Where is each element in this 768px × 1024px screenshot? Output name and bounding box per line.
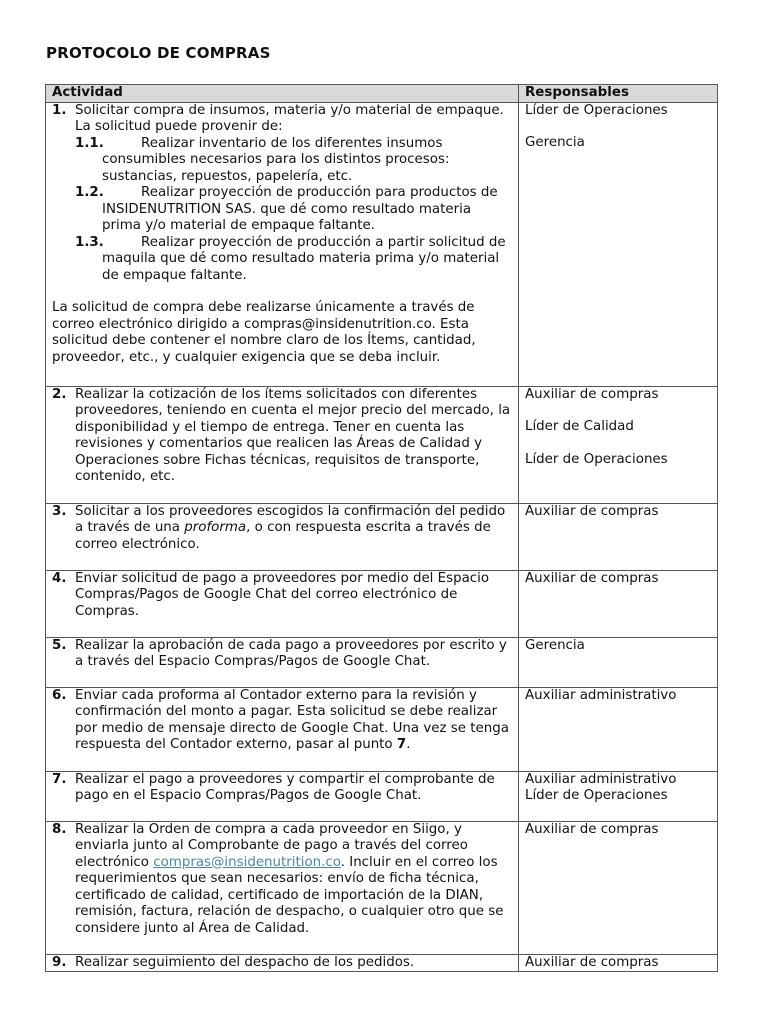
substep-number: 1.1. <box>75 135 104 151</box>
step-text: Realizar la cotización de los ítems solicitados con diferentes proveedores, teniendo en cuenta el mejor precio del mercado, la disponibilidad y el tiempo de entrega. Tener en cuenta las revisiones y comentarios que realicen las Áreas de Calidad y Operaciones sobre Fichas técnicas, requisitos de transporte, contenido, etc. <box>75 386 511 484</box>
substep <box>52 185 512 235</box>
step-text: Realizar el pago a proveedores y compartir el comprobante de pago en el Espacio Compras/Pagos de Google Chat. <box>75 771 495 803</box>
step-text: Solicitar a los proveedores escogidos la confirmación del pedido a través de una <box>75 503 506 535</box>
responsible-role: Gerencia <box>525 637 585 653</box>
substep-text: Realizar proyección de producción para productos de INSIDENUTRITION SAS. que dé como resultado materia prima y/o material de empaque faltante. <box>102 185 498 233</box>
activity-cell <box>46 821 519 954</box>
responsible-role: Auxiliar de compras <box>525 570 659 586</box>
substep-text: Realizar inventario de los diferentes insumos consumibles necesarios para los distintos procesos: sustancias, repuestos, papelería, etc. <box>102 135 450 184</box>
table-row <box>46 386 718 503</box>
responsible-cell <box>519 821 718 954</box>
responsible-cell <box>519 637 718 687</box>
step-text: Realizar la aprobación de cada pago a proveedores por escrito y a través del Espacio Compras/Pagos de Google Chat. <box>75 637 507 669</box>
substep <box>52 136 512 186</box>
step-number: 7. <box>52 771 67 787</box>
table-row <box>46 102 718 386</box>
responsible-role: Auxiliar de compras <box>525 821 659 837</box>
table-row <box>46 821 718 954</box>
step-number: 2. <box>52 386 67 402</box>
table-header-row <box>46 85 718 103</box>
step-number: 6. <box>52 687 67 703</box>
step-text: Realizar la Orden de compra a cada proveedor en Siigo, y enviarla junto al Comprobante de pago a través del correo electrónico <box>75 821 468 870</box>
activity-header: Actividad <box>46 85 519 103</box>
activity-cell <box>46 570 519 637</box>
substep <box>52 235 512 285</box>
step-text: , o con respuesta escrita a través de correo electrónico. <box>75 520 491 552</box>
table-row <box>46 687 718 771</box>
step-number: 3. <box>52 503 67 519</box>
step-text: . Incluir en el correo los requerimientos que sean necesarios: envío de ficha técnica, certificado de calidad, certificado de importación de la DIAN, remisión, factura, relación de despacho, o cualquier otro que se considere junto al Área de Calidad. <box>75 854 504 936</box>
table-row <box>46 954 718 972</box>
step-number: 8. <box>52 821 67 837</box>
table-row <box>46 570 718 637</box>
step-text-emphasis: proforma <box>184 520 247 535</box>
step-number: 1. <box>52 102 67 118</box>
table-row <box>46 637 718 687</box>
step-text: . <box>406 737 411 752</box>
protocol-table <box>45 84 718 972</box>
table-row <box>46 771 718 821</box>
responsible-role: Líder de Operaciones <box>525 788 668 803</box>
substep-text: Realizar proyección de producción a partir solicitud de maquila que dé como resultado materia prima y/o material de empaque faltante. <box>102 234 506 283</box>
responsible-role: Líder de Calidad <box>525 419 634 434</box>
responsible-role: Auxiliar de compras <box>525 503 659 519</box>
responsible-cell <box>519 954 718 972</box>
activity-cell <box>46 386 519 503</box>
activity-cell <box>46 954 519 972</box>
responsible-cell <box>519 771 718 821</box>
substep-number: 1.2. <box>75 185 104 200</box>
responsible-role: Auxiliar de compras <box>525 954 659 970</box>
activity-cell <box>46 687 519 771</box>
responsible-role: Gerencia <box>525 135 585 150</box>
responsible-cell <box>519 570 718 637</box>
activity-cell <box>46 771 519 821</box>
table-row <box>46 503 718 570</box>
substep-number: 1.3. <box>75 234 104 250</box>
responsible-cell <box>519 687 718 771</box>
responsible-role: Líder de Operaciones <box>525 102 668 118</box>
responsible-cell <box>519 102 718 386</box>
responsible-role: Auxiliar administrativo <box>525 687 677 703</box>
step-number: 4. <box>52 570 67 586</box>
step-text: Realizar seguimiento del despacho de los pedidos. <box>75 954 415 970</box>
step-reference: 7 <box>396 737 407 752</box>
responsible-cell <box>519 386 718 503</box>
step-number: 9. <box>52 954 67 970</box>
responsible-role: Líder de Operaciones <box>525 451 668 467</box>
responsible-role: Auxiliar de compras <box>525 386 659 402</box>
responsible-cell <box>519 503 718 570</box>
step-note: La solicitud de compra debe realizarse únicamente a través de correo electrónico dirigido a compras@insidenutrition.co. Esta solicitud debe contener el nombre claro de los Ítems, cantidad, proveedor, etc., y cualquier exigencia que se deba incluir. <box>52 300 476 365</box>
activity-cell <box>46 637 519 687</box>
responsible-header: Responsables <box>519 85 718 103</box>
document-title: PROTOCOLO DE COMPRAS <box>46 44 271 62</box>
activity-cell <box>46 102 519 386</box>
responsible-role: Auxiliar administrativo <box>525 771 677 787</box>
step-number: 5. <box>52 637 67 653</box>
step-text: Solicitar compra de insumos, materia y/o material de empaque. La solicitud puede provenir de: <box>75 102 504 134</box>
activity-cell <box>46 503 519 570</box>
step-text: Enviar cada proforma al Contador externo para la revisión y confirmación del monto a pagar. Esta solicitud se debe realizar por medio de mensaje directo de Google Chat. Una vez se tenga respuesta del Contador externo, pasar al punto <box>75 687 509 752</box>
email-link[interactable]: compras@insidenutrition.co <box>153 854 341 870</box>
step-text: Enviar solicitud de pago a proveedores por medio del Espacio Compras/Pagos de Google Chat del correo electrónico de Compras. <box>75 570 490 619</box>
